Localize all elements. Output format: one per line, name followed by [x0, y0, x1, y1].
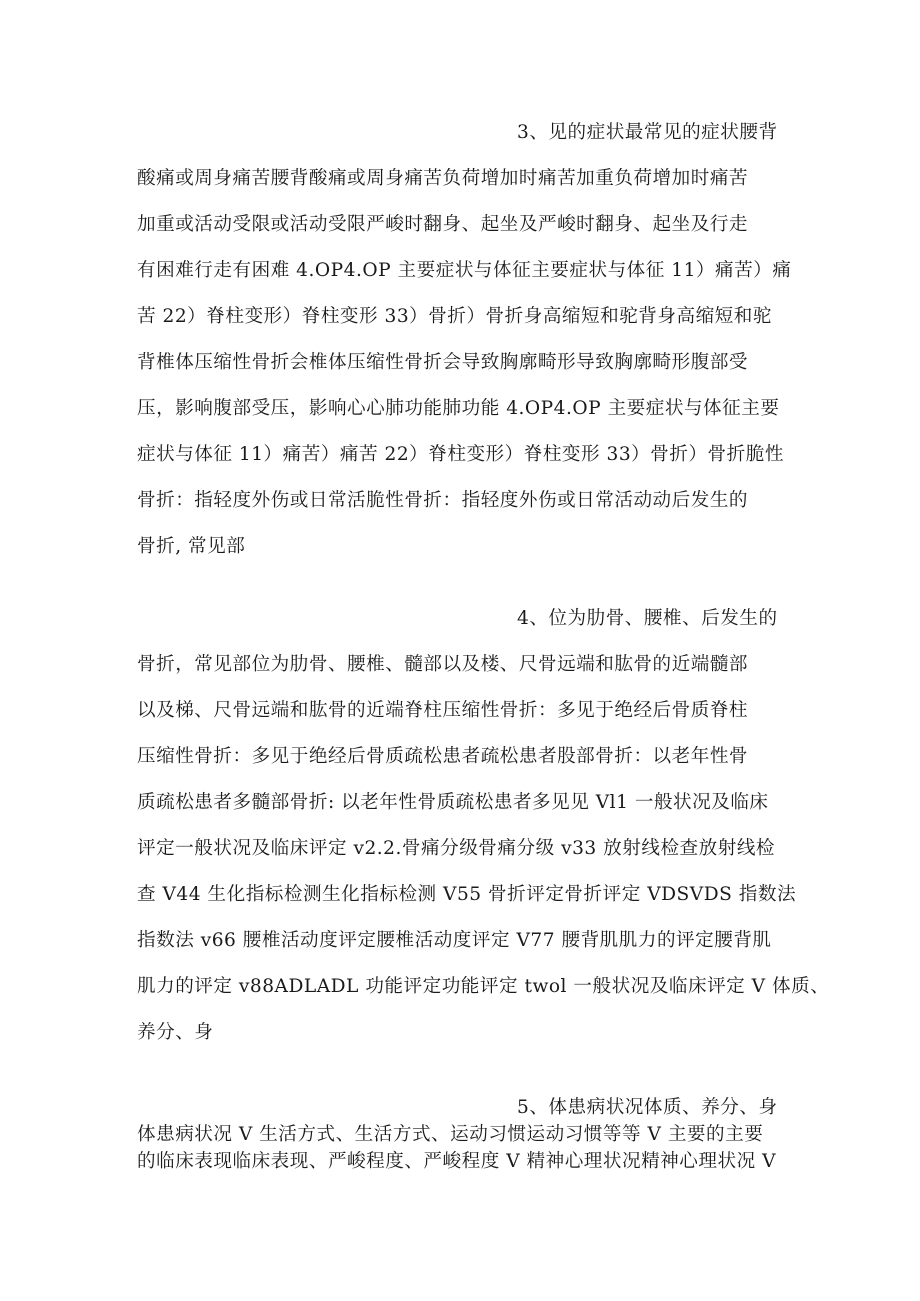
text-line: 评定一般状况及临床评定 v2.2.骨痛分级骨痛分级 v33 放射线检查放射线检: [137, 838, 776, 859]
text-line: 养分、身: [137, 1022, 214, 1043]
text-line: 苦 22）脊柱变形）脊柱变形 33）骨折）骨折身高缩短和驼背身高缩短和驼: [137, 306, 772, 327]
text-line: 背椎体压缩性骨折会椎体压缩性骨折会导致胸廓畸形导致胸廓畸形腹部受: [137, 352, 749, 373]
text-line: 以及梯、尺骨远端和肱骨的近端脊柱压缩性骨折：多见于绝经后骨质脊柱: [137, 700, 749, 721]
paragraph-3: [137, 110, 797, 570]
text-line: 肌力的评定 v88ADLADL 功能评定功能评定 twol 一般状况及临床评定 V 体质、: [137, 976, 830, 997]
text-line: 压，影响腹部受压，影响心心肺功能肺功能 4.OP4.OP 主要症状与体征主要: [137, 398, 780, 419]
text-line: 有困难行走有困难 4.OP4.OP 主要症状与体征主要症状与体征 11）痛苦）痛: [137, 260, 792, 281]
text-line: 骨折, 常见部: [137, 536, 246, 557]
paragraph-heading: 3、见的症状最常见的症状腰背: [517, 122, 778, 143]
text-line: 质疏松患者多髓部骨折: 以老年性骨质疏松患者多见见 Vl1 一般状况及临床: [137, 792, 769, 813]
paragraph-4: [137, 596, 830, 1056]
paragraph-heading: 4、位为肋骨、腰椎、后发生的: [517, 608, 778, 629]
text-line: 查 V44 生化指标检测生化指标检测 V55 骨折评定骨折评定 VDSVDS 指数法: [137, 884, 797, 905]
paragraph-heading: 5、体患病状况体质、养分、身: [517, 1097, 778, 1118]
text-line: 酸痛或周身痛苦腰背酸痛或周身痛苦负荷增加时痛苦加重负荷增加时痛苦: [137, 168, 749, 189]
text-line: 骨折：指轻度外伤或日常活脆性骨折：指轻度外伤或日常活动动后发生的: [137, 490, 749, 511]
paragraph-5: [137, 1094, 797, 1175]
text-line: 骨折，常见部位为肋骨、腰椎、髓部以及楼、尺骨远端和肱骨的近端髓部: [137, 654, 749, 675]
text-line: 的临床表现临床表现、严峻程度、严峻程度 V 精神心理状况精神心理状况 V: [137, 1151, 776, 1172]
text-line: 加重或活动受限或活动受限严峻时翻身、起坐及严峻时翻身、起坐及行走: [137, 214, 749, 235]
text-line: 指数法 v66 腰椎活动度评定腰椎活动度评定 V77 腰背肌肌力的评定腰背肌: [137, 930, 772, 951]
text-line: 症状与体征 11）痛苦）痛苦 22）脊柱变形）脊柱变形 33）骨折）骨折脆性: [137, 444, 784, 465]
text-line: 压缩性骨折：多见于绝经后骨质疏松患者疏松患者股部骨折：以老年性骨: [137, 746, 749, 767]
text-line: 体患病状况 V 生活方式、生活方式、运动习惯运动习惯等等 V 主要的主要: [137, 1124, 764, 1145]
